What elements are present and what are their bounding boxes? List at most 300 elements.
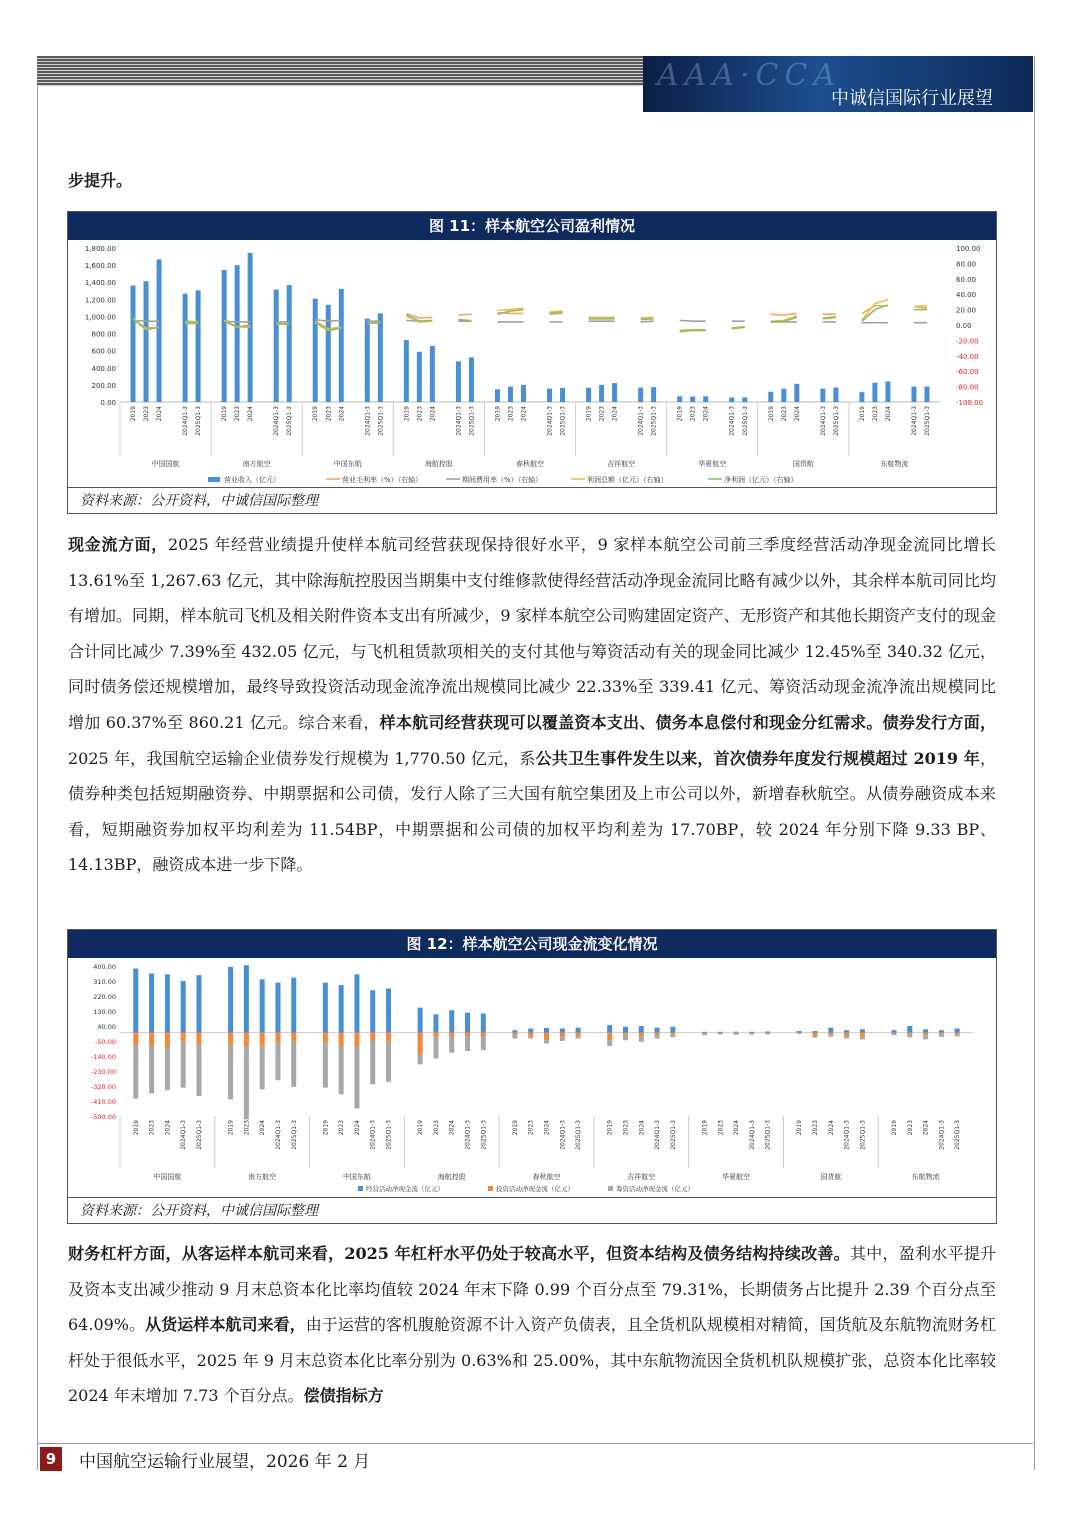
revenue-bar: [235, 265, 240, 402]
revenue-bar: [339, 289, 344, 402]
financing-cf-bar: [544, 1040, 549, 1043]
left-tick-label: 0.00: [100, 399, 116, 407]
figure-11-title: 图 11：样本航空公司盈利情况: [68, 212, 996, 240]
investing-cf-bar: [607, 1033, 612, 1041]
period-tick-label: 2019: [891, 1120, 899, 1136]
operating-cf-bar: [655, 1028, 660, 1033]
revenue-bar: [599, 385, 604, 402]
period-tick-label: 2019: [322, 1120, 330, 1136]
y-tick-label: -320.00: [90, 1083, 116, 1091]
para2-segment: 由于运营的客机腹舱资源不计入资产负债表，且全货机队规模相对精简，国货航及东航物流财务杠杆处于很低水平，2025 年 9 月末总资本化比率分别为 0.63%和 25.00%，其中东航物流因全货机机队规模扩张，总资本化比率较 2024 年末增加 7.73 个百分点。: [68, 1315, 996, 1406]
period-tick-label: 2025Q1-3: [480, 1120, 488, 1150]
investing-cf-bar: [165, 1033, 170, 1049]
legend-label: 期间费用率（%）（右轴）: [462, 476, 543, 484]
financing-cf-bar: [718, 1034, 723, 1035]
period-tick-label: 2023: [234, 406, 242, 422]
operating-cf-bar: [670, 1027, 675, 1033]
group-label: 吉祥航空: [607, 460, 636, 468]
period-tick-label: 2024Q1-3: [274, 1120, 282, 1150]
operating-cf-bar: [860, 1029, 865, 1032]
financing-cf-bar: [386, 1042, 391, 1082]
para2-segment: 从货运样本航司来看，: [145, 1315, 306, 1335]
period-tick-label: 2025Q1-3: [559, 406, 567, 436]
left-tick-label: 200.00: [91, 381, 116, 390]
revenue-bar: [456, 361, 461, 402]
financing-cf-bar: [813, 1036, 818, 1038]
period-tick-label: 2025Q1-3: [377, 406, 385, 436]
revenue-bar: [495, 389, 500, 402]
financing-cf-bar: [702, 1034, 707, 1036]
revenue-bar: [911, 387, 916, 402]
period-tick-label: 2024Q1-3: [938, 1120, 946, 1150]
period-tick-label: 2025Q1-3: [954, 1120, 962, 1150]
y-tick-label: 40.00: [97, 1023, 116, 1031]
financing-cf-bar: [291, 1042, 296, 1087]
operating-cf-bar: [844, 1030, 849, 1033]
period-tick-label: 2019: [511, 1120, 519, 1136]
revenue-bar: [521, 385, 526, 402]
operating-cf-bar: [244, 965, 249, 1032]
revenue-bar: [781, 389, 786, 402]
净利润（亿元）（右轴）-line: [732, 327, 745, 328]
revenue-bar: [183, 294, 188, 402]
investing-cf-bar: [860, 1033, 865, 1038]
revenue-bar: [430, 346, 435, 402]
period-tick-label: 2024: [733, 1120, 741, 1136]
period-tick-label: 2025Q1-3: [650, 406, 658, 436]
利润总额（亿元）（右轴）-line: [914, 306, 927, 307]
operating-cf-bar: [907, 1026, 912, 1033]
financing-cf-bar: [892, 1034, 897, 1036]
left-tick-label: 1,600.00: [84, 262, 116, 271]
investing-cf-bar: [149, 1033, 154, 1046]
operating-cf-bar: [797, 1031, 802, 1033]
operating-cf-bar: [923, 1029, 928, 1032]
revenue-bar: [157, 259, 162, 402]
investing-cf-bar: [923, 1033, 928, 1036]
operating-cf-bar: [323, 983, 328, 1033]
investing-cf-bar: [528, 1033, 533, 1037]
investing-cf-bar: [892, 1033, 897, 1034]
operating-cf-bar: [892, 1030, 897, 1033]
period-tick-label: 2024Q1-3: [464, 1120, 472, 1150]
period-tick-label: 2023: [717, 1120, 725, 1136]
legend-swatch: [208, 477, 220, 482]
operating-cf-bar: [813, 1031, 818, 1033]
period-tick-label: 2025Q1-3: [385, 1120, 393, 1150]
page-header: [37, 56, 1033, 112]
group-label: 中国东航: [333, 460, 362, 468]
leverage-paragraph: [68, 1236, 996, 1414]
period-tick-label: 2024: [338, 406, 346, 422]
investing-cf-bar: [939, 1033, 944, 1035]
revenue-bar: [326, 305, 331, 402]
operating-cf-bar: [370, 990, 375, 1032]
group-label: 东航物流: [880, 460, 909, 468]
page-number: 9: [40, 1447, 62, 1471]
group-label: 海航控股: [437, 1173, 466, 1181]
left-tick-label: 800.00: [91, 330, 116, 339]
period-tick-label: 2024Q1-3: [728, 406, 736, 436]
legend-label: 营业毛利率（%）（右轴）: [342, 476, 423, 484]
investing-cf-bar: [433, 1033, 438, 1037]
revenue-bar: [365, 319, 370, 402]
investing-cf-bar: [275, 1033, 280, 1043]
period-tick-label: 2023: [325, 406, 333, 422]
operating-cf-bar: [275, 983, 280, 1033]
lead-text: 步提升。: [68, 171, 133, 190]
header-decoration: AAA·CCA: [657, 58, 842, 93]
period-tick-label: 2019: [130, 406, 138, 422]
period-tick-label: 2024Q1-3: [819, 406, 827, 436]
period-tick-label: 2024: [429, 406, 437, 422]
period-tick-label: 2024: [448, 1120, 456, 1136]
group-label: 春秋航空: [532, 1173, 561, 1181]
period-tick-label: 2023: [527, 1120, 535, 1136]
legend-label: 投资活动净现金流（亿元）: [496, 1185, 574, 1193]
header-brand: 中诚信国际行业展望: [831, 88, 993, 109]
financing-cf-bar: [181, 1042, 186, 1088]
financing-cf-bar: [149, 1046, 154, 1094]
header-stripes: [37, 56, 643, 86]
financing-cf-bar: [623, 1034, 628, 1040]
left-tick-label: 600.00: [91, 347, 116, 356]
revenue-bar: [508, 387, 513, 402]
group-label: 南方航空: [248, 1173, 277, 1181]
operating-cf-bar: [623, 1027, 628, 1033]
period-tick-label: 2024: [884, 406, 892, 422]
para1-segment: 公共卫生事件发生以来，首次债券年度发行规模超过 2019 年: [535, 748, 980, 768]
period-tick-label: 2025Q1-3: [764, 1120, 772, 1150]
operating-cf-bar: [765, 1032, 770, 1033]
period-tick-label: 2019: [701, 1120, 709, 1136]
period-tick-label: 2023: [906, 1120, 914, 1136]
operating-cf-bar: [260, 979, 265, 1032]
financing-cf-bar: [228, 1044, 233, 1099]
period-tick-label: 2019: [221, 406, 229, 422]
right-tick-label: -60.00: [956, 368, 979, 377]
operating-cf-bar: [481, 1014, 486, 1033]
right-tick-label: 60.00: [956, 275, 977, 284]
financing-cf-bar: [165, 1049, 170, 1091]
financing-cf-bar: [465, 1036, 470, 1051]
para2-segment: 其中，盈利水平提升及资本支出减少推动 9 月末总资本化比率均值较 2024 年末下降 0.99 个百分点至 79.31%，长期债务占比提升 2.39 个百分点至 64.09%。: [68, 1244, 996, 1335]
净利润（亿元）（右轴）-line: [680, 330, 706, 331]
period-tick-label: 2024: [611, 406, 619, 422]
period-tick-label: 2023: [416, 406, 424, 422]
period-tick-label: 2024: [156, 406, 164, 422]
financing-cf-bar: [670, 1035, 675, 1038]
left-tick-label: 1,400.00: [84, 279, 116, 288]
period-tick-label: 2024Q1-3: [455, 406, 463, 436]
period-tick-label: 2019: [417, 1120, 425, 1136]
revenue-bar: [677, 396, 682, 402]
period-tick-label: 2024Q1-3: [182, 406, 190, 436]
period-tick-label: 2019: [676, 406, 684, 422]
left-tick-label: 1,200.00: [84, 296, 116, 305]
revenue-bar: [417, 352, 422, 402]
operating-cf-bar: [449, 1010, 454, 1032]
period-tick-label: 2019: [494, 406, 502, 422]
period-tick-label: 2024Q1-3: [748, 1120, 756, 1150]
header-banner: [643, 56, 1033, 112]
operating-cf-bar: [149, 974, 154, 1033]
营业毛利率（%）（右轴）-line: [458, 314, 471, 315]
revenue-bar: [651, 387, 656, 402]
group-label: 中国国航: [151, 460, 180, 468]
financing-cf-bar: [639, 1036, 644, 1042]
right-tick-label: -100.00: [956, 399, 984, 407]
cashflow-paragraph: [68, 527, 996, 883]
期间费用率（%）（右轴）-line: [641, 321, 654, 322]
investing-cf-bar: [797, 1033, 802, 1034]
operating-cf-bar: [955, 1029, 960, 1033]
legend-label: 筹资活动净现金流（亿元）: [616, 1185, 694, 1193]
para2-segment: 偿债指标方: [303, 1386, 384, 1406]
revenue-bar: [287, 285, 292, 402]
period-tick-label: 2019: [858, 406, 866, 422]
operating-cf-bar: [228, 967, 233, 1033]
financing-cf-bar: [323, 1043, 328, 1088]
净利润（亿元）（右轴）-line: [185, 323, 198, 324]
investing-cf-bar: [813, 1033, 818, 1036]
period-tick-label: 2025Q1-3: [923, 406, 931, 436]
group-label: 华夏航空: [722, 1173, 751, 1181]
revenue-bar: [703, 396, 708, 402]
y-tick-label: -140.00: [90, 1053, 116, 1061]
operating-cf-bar: [354, 974, 359, 1032]
figure-11-source: 资料来源：公开资料，中诚信国际整理: [68, 487, 996, 513]
operating-cf-bar: [939, 1030, 944, 1033]
period-tick-label: 2019: [606, 1120, 614, 1136]
investing-cf-bar: [512, 1033, 517, 1036]
period-tick-label: 2025Q1-3: [859, 1120, 867, 1150]
financing-cf-bar: [260, 1045, 265, 1089]
investing-cf-bar: [623, 1033, 628, 1035]
revenue-bar: [131, 286, 136, 402]
operating-cf-bar: [386, 989, 391, 1033]
revenue-bar: [313, 299, 318, 402]
period-tick-label: 2024: [259, 1120, 267, 1136]
investing-cf-bar: [718, 1033, 723, 1034]
period-tick-label: 2024Q1-3: [654, 1120, 662, 1150]
investing-cf-bar: [481, 1033, 486, 1036]
period-tick-label: 2025Q1-3: [286, 406, 294, 436]
period-tick-label: 2019: [132, 1120, 140, 1136]
period-tick-label: 2024: [520, 406, 528, 422]
financing-cf-bar: [576, 1036, 581, 1039]
revenue-bar: [820, 389, 825, 402]
period-tick-label: 2024Q1-3: [546, 406, 554, 436]
净利润（亿元）（右轴）-line: [367, 323, 380, 324]
period-tick-label: 2024Q1-3: [273, 406, 281, 436]
figure-12-title: 图 12：样本航空公司现金流变化情况: [68, 930, 996, 958]
period-tick-label: 2023: [243, 1120, 251, 1136]
investing-cf-bar: [354, 1033, 359, 1047]
investing-cf-bar: [449, 1033, 454, 1036]
period-tick-label: 2024Q1-3: [369, 1120, 377, 1150]
financing-cf-bar: [481, 1036, 486, 1050]
period-tick-label: 2025Q1-3: [468, 406, 476, 436]
financing-cf-bar: [528, 1037, 533, 1039]
y-tick-label: 400.00: [93, 963, 116, 971]
investing-cf-bar: [655, 1033, 660, 1036]
period-tick-label: 2024: [702, 406, 710, 422]
financing-cf-bar: [560, 1037, 565, 1041]
operating-cf-bar: [576, 1028, 581, 1033]
investing-cf-bar: [907, 1033, 912, 1034]
operating-cf-bar: [734, 1032, 739, 1033]
period-tick-label: 2025Q1-3: [741, 406, 749, 436]
y-tick-label: -230.00: [90, 1068, 116, 1076]
investing-cf-bar: [339, 1033, 344, 1046]
period-tick-label: 2024: [247, 406, 255, 422]
financing-cf-bar: [828, 1035, 833, 1037]
y-tick-label: 130.00: [93, 1008, 116, 1016]
group-label: 海航控股: [424, 460, 453, 468]
period-tick-label: 2023: [598, 406, 606, 422]
period-tick-label: 2023: [432, 1120, 440, 1136]
left-tick-label: 400.00: [91, 364, 116, 373]
period-tick-label: 2024: [827, 1120, 835, 1136]
profit-chart: [68, 240, 996, 486]
group-label: 吉祥航空: [627, 1173, 656, 1181]
operating-cf-bar: [418, 1008, 423, 1033]
investing-cf-bar: [576, 1033, 581, 1036]
right-tick-label: 100.00: [956, 245, 981, 253]
investing-cf-bar: [196, 1033, 201, 1045]
investing-cf-bar: [955, 1033, 960, 1034]
revenue-bar: [144, 281, 149, 402]
financing-cf-bar: [734, 1034, 739, 1035]
revenue-bar: [586, 388, 591, 402]
period-tick-label: 2025Q1-3: [669, 1120, 677, 1150]
operating-cf-bar: [181, 981, 186, 1033]
period-tick-label: 2023: [689, 406, 697, 422]
investing-cf-bar: [386, 1033, 391, 1042]
investing-cf-bar: [702, 1033, 707, 1034]
financing-cf-bar: [275, 1043, 280, 1081]
revenue-bar: [469, 357, 474, 402]
financing-cf-bar: [923, 1035, 928, 1039]
期间费用率（%）（右轴）-line: [680, 320, 706, 321]
investing-cf-bar: [465, 1033, 470, 1036]
financing-cf-bar: [797, 1033, 802, 1034]
营业毛利率（%）（右轴）-line: [771, 313, 797, 315]
right-tick-label: -40.00: [956, 352, 979, 361]
operating-cf-bar: [133, 969, 138, 1033]
period-tick-label: 2023: [507, 406, 515, 422]
period-tick-label: 2023: [143, 406, 151, 422]
period-tick-label: 2019: [585, 406, 593, 422]
financing-cf-bar: [449, 1036, 454, 1053]
y-tick-label: 310.00: [93, 978, 116, 986]
group-label: 华夏航空: [698, 460, 727, 468]
left-tick-label: 1,000.00: [84, 313, 116, 322]
right-tick-label: 80.00: [956, 260, 977, 269]
financing-cf-bar: [860, 1038, 865, 1040]
para1-segment: 现金流方面，: [68, 535, 168, 554]
investing-cf-bar: [133, 1033, 138, 1046]
para1-segment: 2025 年，我国航空运输企业债券发行规模为 1,770.50 亿元，系: [68, 748, 536, 768]
right-tick-label: -20.00: [956, 337, 979, 346]
investing-cf-bar: [828, 1033, 833, 1036]
investing-cf-bar: [181, 1033, 186, 1042]
operating-cf-bar: [339, 985, 344, 1032]
operating-cf-bar: [828, 1028, 833, 1033]
group-label: 中国国航: [153, 1173, 182, 1181]
group-label: 国货航: [792, 460, 814, 468]
period-tick-label: 2023: [812, 1120, 820, 1136]
period-tick-label: 2023: [622, 1120, 630, 1136]
revenue-bar: [378, 313, 383, 402]
investing-cf-bar: [228, 1033, 233, 1045]
revenue-bar: [274, 290, 279, 402]
净利润（亿元）（右轴）-line: [276, 323, 289, 324]
period-tick-label: 2023: [338, 1120, 346, 1136]
period-tick-label: 2023: [871, 406, 879, 422]
period-tick-label: 2019: [403, 406, 411, 422]
revenue-bar: [729, 398, 734, 402]
legend-swatch: [358, 1186, 363, 1191]
legend-label: 利润总额（亿元）（右轴）: [587, 476, 668, 484]
period-tick-label: 2024Q1-3: [559, 1120, 567, 1150]
investing-cf-bar: [560, 1033, 565, 1037]
right-tick-label: 0.00: [956, 322, 972, 330]
period-tick-label: 2024: [164, 1120, 172, 1136]
revenue-bar: [196, 290, 201, 402]
period-tick-label: 2025Q1-3: [575, 1120, 583, 1150]
left-tick-label: 1,800.00: [84, 245, 116, 253]
right-tick-label: 20.00: [956, 306, 977, 315]
group-label: 国货航: [820, 1173, 842, 1181]
y-tick-label: -500.00: [90, 1113, 116, 1121]
operating-cf-bar: [512, 1030, 517, 1033]
period-tick-label: 2024: [353, 1120, 361, 1136]
revenue-bar: [768, 392, 773, 402]
para1-segment: ，债券种类包括短期融资券、中期票据和公司债，发行人除了三大国有航空集团及上市公司以外，新增春秋航空。从债券融资成本来看，短期融资券加权平均利差为 11.54BP，中期票据和公司债的加权平均利差为 17.70BP，较 2024 年分别下降 9.33 BP、14.13BP，融资成本进一步下降。: [68, 748, 996, 875]
revenue-bar: [222, 270, 227, 402]
revenue-bar: [794, 384, 799, 402]
right-tick-label: 40.00: [956, 291, 977, 300]
operating-cf-bar: [718, 1032, 723, 1033]
figure-12: [67, 929, 997, 1224]
financing-cf-bar: [765, 1034, 770, 1035]
financing-cf-bar: [244, 1047, 249, 1120]
financing-cf-bar: [844, 1037, 849, 1039]
group-label: 南方航空: [242, 460, 271, 468]
period-tick-label: 2019: [312, 406, 320, 422]
operating-cf-bar: [528, 1029, 533, 1033]
period-tick-label: 2019: [227, 1120, 235, 1136]
period-tick-label: 2025Q1-3: [832, 406, 840, 436]
financing-cf-bar: [370, 1041, 375, 1084]
investing-cf-bar: [260, 1033, 265, 1046]
y-tick-label: -50.00: [95, 1038, 116, 1046]
financing-cf-bar: [354, 1047, 359, 1109]
period-tick-label: 2024Q1-3: [910, 406, 918, 436]
period-tick-label: 2024Q1-3: [180, 1120, 188, 1150]
figure-12-source: 资料来源：公开资料，中诚信国际整理: [68, 1197, 996, 1223]
investing-cf-bar: [418, 1033, 423, 1055]
净利润（亿元）（右轴）-line: [862, 305, 888, 321]
group-label: 东航物流: [911, 1173, 940, 1181]
period-tick-label: 2024: [793, 406, 801, 422]
legend-swatch: [608, 1186, 613, 1191]
revenue-bar: [742, 397, 747, 402]
legend-label: 营业收入（亿元）: [224, 476, 280, 484]
period-tick-label: 2024Q1-3: [637, 406, 645, 436]
